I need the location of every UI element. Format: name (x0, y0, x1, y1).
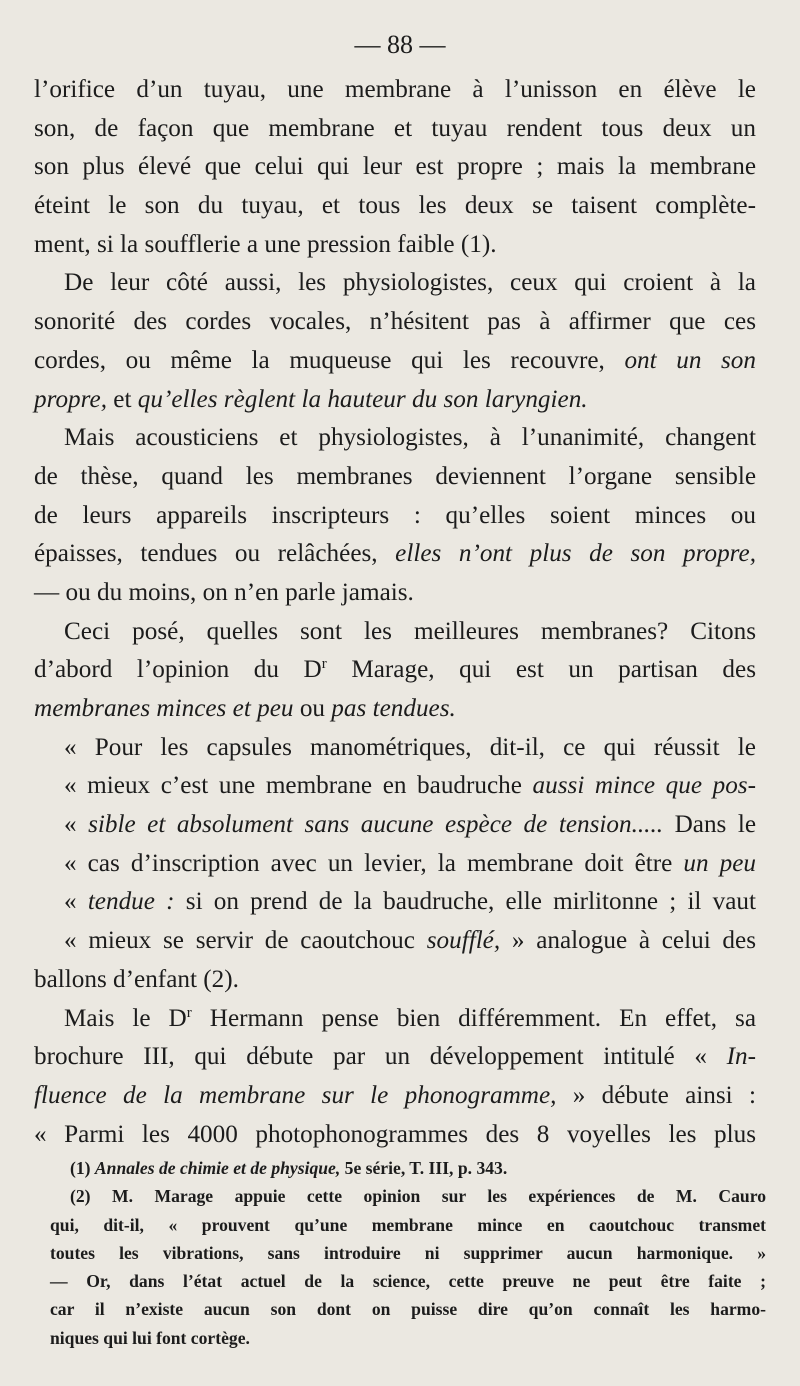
footnote-1: (1) Annales de chimie et de physique, 5e série, T. III, p. 343. (70, 1158, 508, 1178)
italic-phrase: membranes minces et peu (34, 695, 294, 722)
text-line: Mais acousticiens et physiologistes, à l’unanimité, changent (64, 424, 756, 452)
footnote-2-line: (2) M. Marage appuie cette opinion sur les expériences de M. Cauro (70, 1186, 766, 1207)
footnote-2-line: — Or, dans l’état actuel de la science, cette preuve ne peut être faite ; (50, 1271, 766, 1292)
footnote-2-line: car il n’existe aucun son dont on puisse dire qu’on connaît les harmo- (50, 1299, 766, 1320)
main-text (34, 71, 756, 1154)
italic-phrase: propre, (34, 385, 107, 413)
text-line: cordes, ou même la muqueuse qui les recouvre, ont un son (34, 346, 756, 374)
text-line: éteint le son du tuyau, et tous les deux se taisent complète- (34, 192, 756, 220)
text-line: Mais le $D^r$ Hermann pense bien différemment. En effet, sa (64, 1004, 756, 1032)
text-line: de thèse, quand les membranes deviennent l’organe sensible (34, 462, 756, 490)
italic-phrase: soufflé, (426, 927, 501, 955)
italic-phrase: ont un son (624, 346, 756, 374)
text-line: sonorité des cordes vocales, n’hésitent pas à affirmer que ces (34, 308, 756, 336)
italic-phrase: In- (726, 1043, 756, 1071)
footnotes (50, 1154, 766, 1352)
text-line: Ceci posé, quelles sont les meilleures membranes? Citons (64, 617, 756, 645)
text-line: « mieux c’est une membrane en baudruche aussi mince que pos- (64, 772, 756, 800)
text-line: — ou du moins, on n’en parle jamais. (34, 578, 414, 606)
text-line: ment, si la soufflerie a une pression faible (1). (34, 230, 497, 258)
journal-title: Annales de chimie et de physique, (94, 1158, 341, 1178)
text-line: « Parmi les 4000 photophonogrammes des 8 voyelles les plus (34, 1120, 756, 1148)
footnote-2-line: toutes les vibrations, sans introduire ni supprimer aucun harmonique. » (50, 1242, 766, 1263)
italic-phrase: sible et absolument sans aucune espèce de tension..... (88, 811, 664, 839)
text-line: « cas d’inscription avec un levier, la membrane doit être un peu (64, 849, 757, 877)
italic-phrase: aussi mince que pos- (532, 772, 756, 800)
text-line: « Pour les capsules manométriques, dit-il, ce qui réussit le (64, 733, 756, 761)
italic-phrase: tendue : (87, 888, 175, 916)
italic-phrase: un peu (683, 849, 757, 877)
footnote-2-line: niques qui lui font cortège. (50, 1327, 250, 1348)
text-line: membranes minces et peu ou pas tendues. (34, 695, 456, 722)
text-line: fluence de la membrane sur le phonogramme, » débute ainsi : (34, 1081, 756, 1109)
page-number: — 88 — (354, 30, 446, 59)
italic-phrase: pas tendues. (331, 695, 456, 722)
text-line: l’orifice d’un tuyau, une membrane à l’unisson en élève le (34, 76, 756, 103)
text-line: épaisses, tendues ou relâchées, elles n’ont plus de son propre, (34, 540, 757, 568)
italic-phrase: fluence de la membrane sur le phonogramme, (34, 1081, 557, 1109)
text-line: propre, et qu’elles règlent la hauteur du son laryngien. (34, 385, 588, 413)
italic-phrase: elles n’ont plus de son propre, (395, 540, 757, 568)
text-line: son plus élevé que celui qui leur est propre ; mais la membrane (34, 153, 756, 181)
text-line: « sible et absolument sans aucune espèce de tension..... Dans le (64, 811, 757, 839)
text-line: De leur côté aussi, les physiologistes, ceux qui croient à la (64, 269, 756, 297)
text-line: brochure III, qui débute par un développement intitulé « In- (34, 1043, 756, 1071)
text-line: « mieux se servir de caoutchouc soufflé, » analogue à celui des (64, 927, 757, 955)
text-line: « tendue : si on prend de la baudruche, elle mirlitonne ; il vaut (64, 888, 757, 916)
text-line: son, de façon que membrane et tuyau rendent tous deux un (34, 114, 756, 142)
footnote-2-line: qui, dit-il, « prouvent qu’une membrane mince en caoutchouc transmet (50, 1214, 766, 1235)
text-line: ballons d’enfant (2). (34, 965, 239, 993)
italic-phrase: qu’elles règlent la hauteur du son laryngien. (137, 385, 588, 413)
text-line: de leurs appareils inscripteurs : qu’elles soient minces ou (34, 501, 756, 529)
text-line: d’abord l’opinion du $D^r$ Marage, qui est un partisan des (34, 656, 756, 684)
